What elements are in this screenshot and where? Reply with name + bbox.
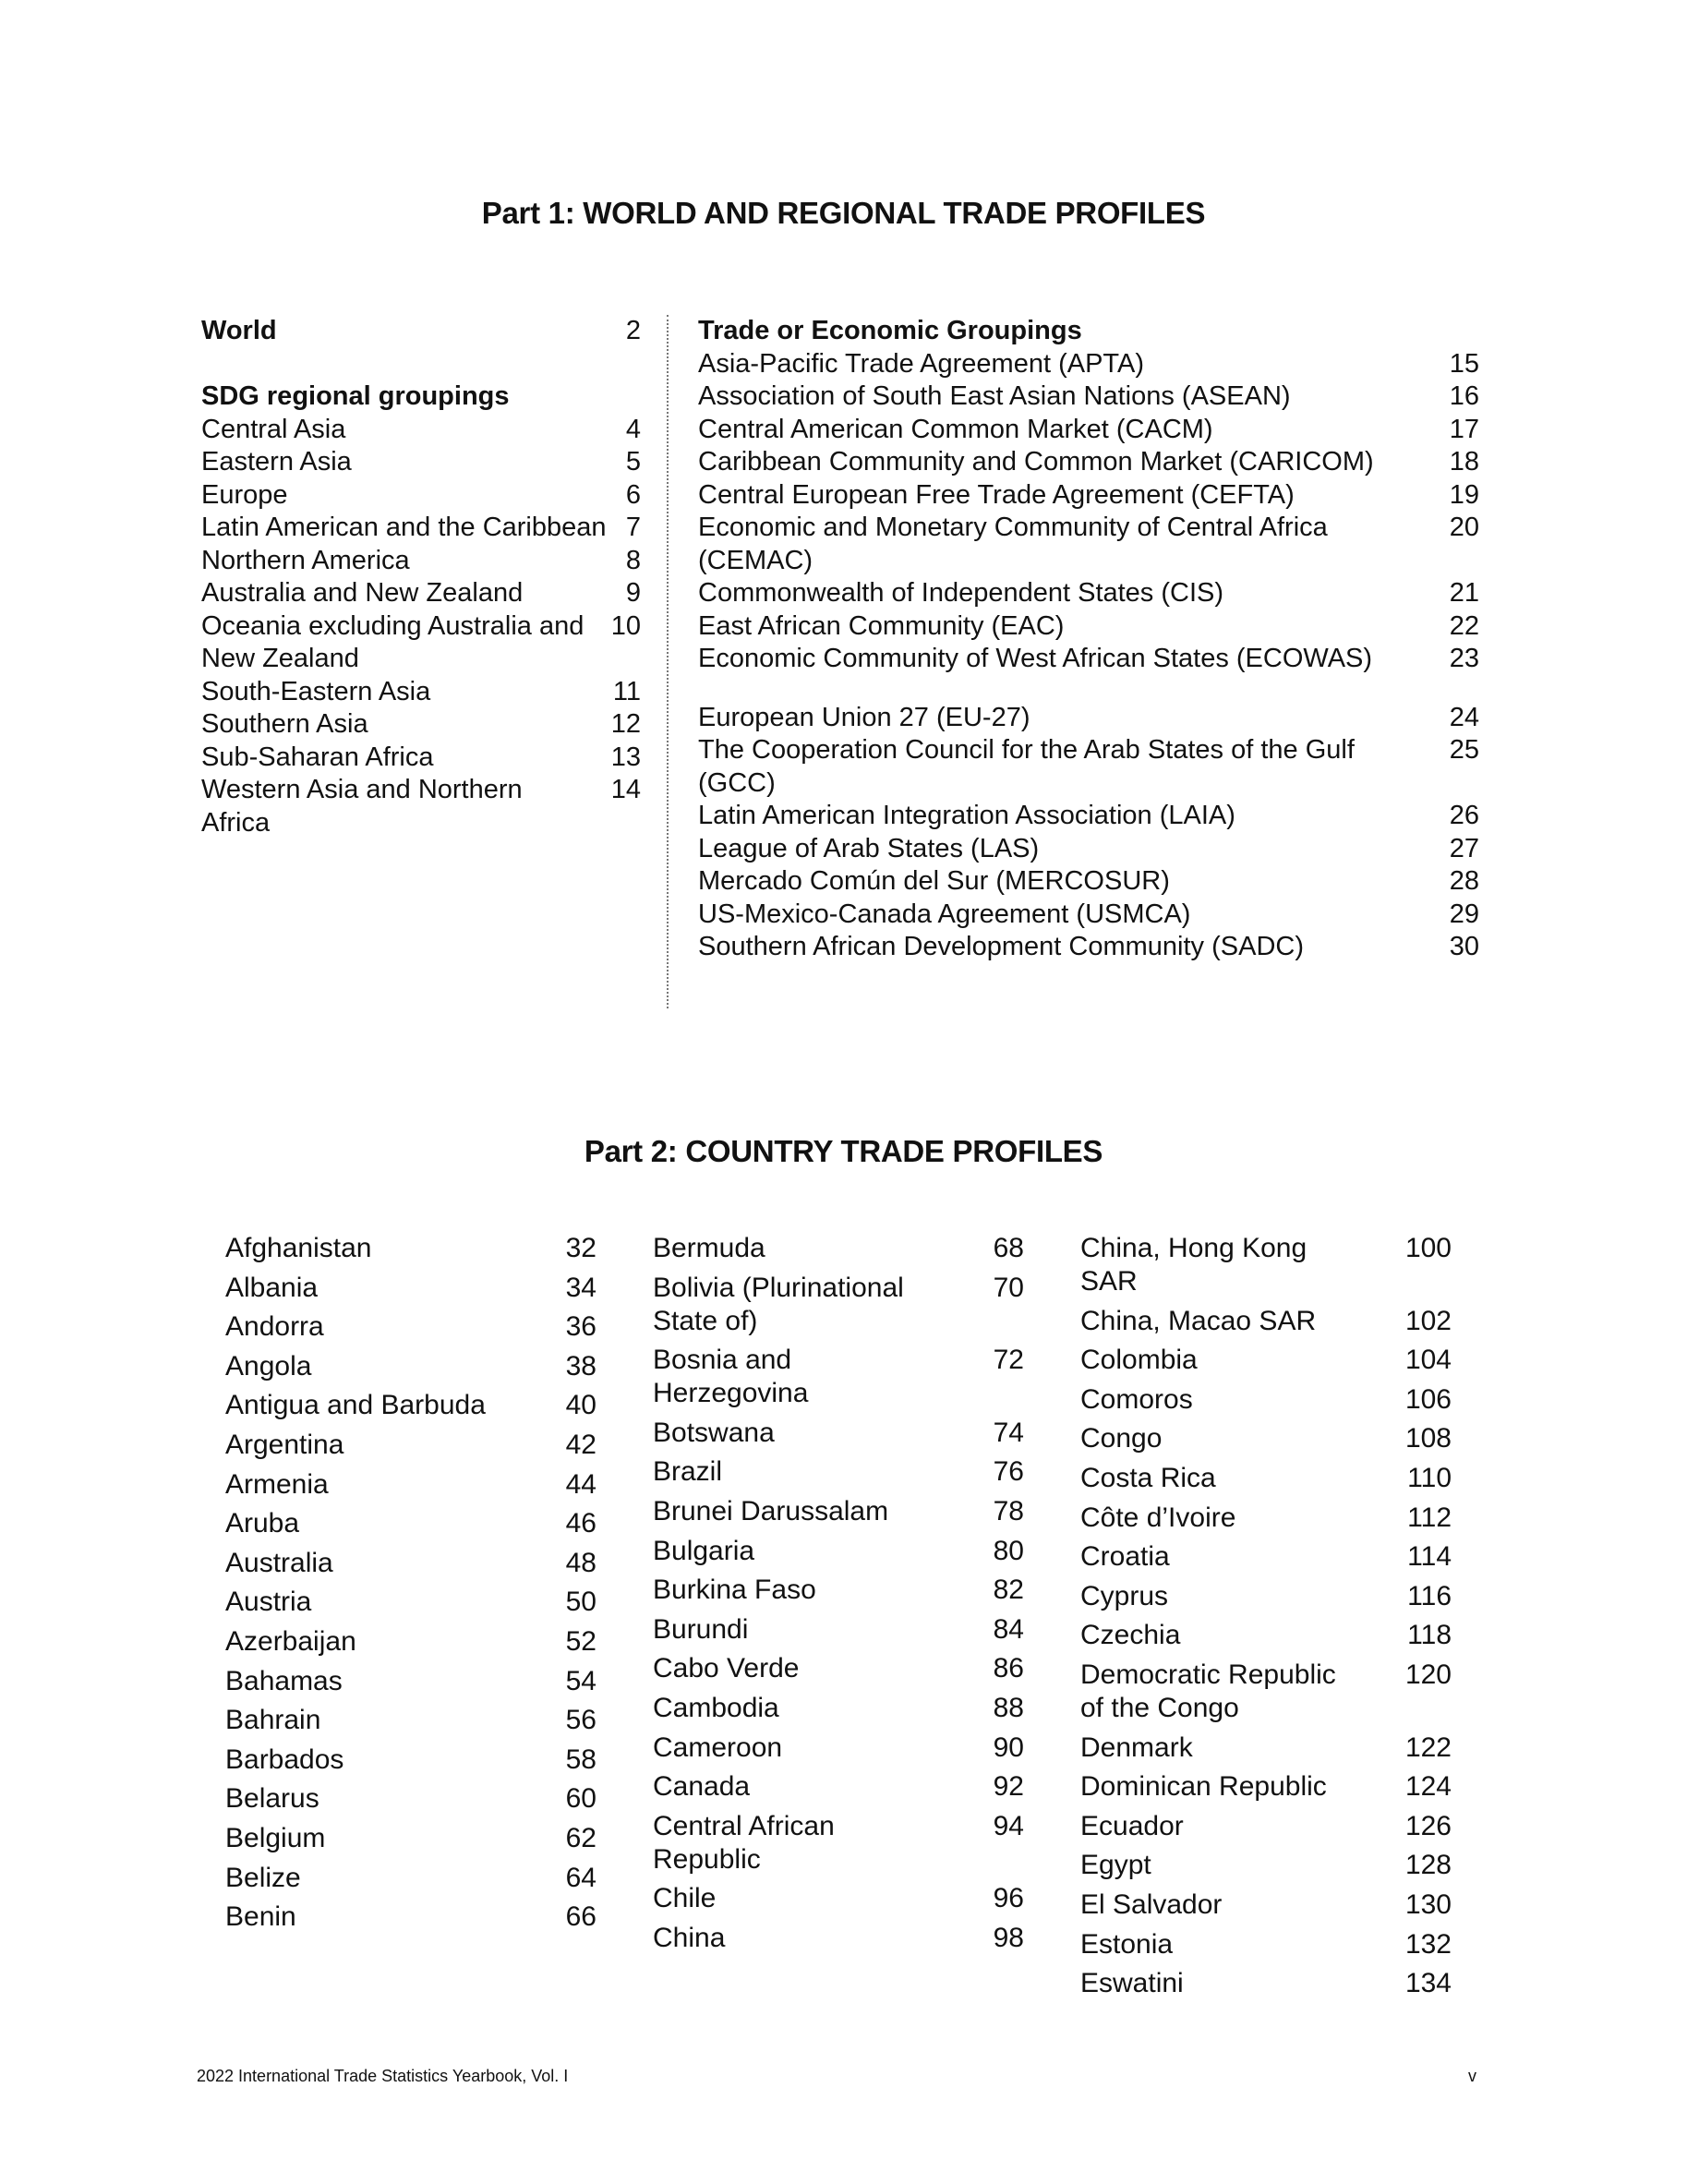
toc-entry-label: Northern America (201, 545, 410, 575)
sdg-groupings-list (201, 414, 641, 840)
country-entry-page: 68 (993, 1233, 1024, 1263)
country-entry[interactable] (653, 1344, 1024, 1410)
toc-entry-page: 26 (1449, 801, 1479, 830)
toc-entry[interactable] (698, 348, 1479, 381)
toc-entry-page: 17 (1449, 414, 1479, 444)
country-entry[interactable] (653, 1613, 1024, 1647)
toc-entry-page: 9 (625, 578, 641, 608)
country-column-1 (225, 1232, 596, 1940)
footer-page-number: v (1468, 2067, 1476, 2085)
country-entry-label: Bosnia and Herzegovina (653, 1345, 809, 1409)
toc-entry-page: 20 (1449, 513, 1479, 542)
toc-entry-label: Sub-Saharan Africa (201, 742, 434, 772)
country-entry[interactable] (225, 1468, 596, 1502)
country-entry[interactable] (1080, 1732, 1452, 1765)
country-entry-page: 134 (1404, 1968, 1452, 1999)
country-entry-label: Costa Rica (1080, 1462, 1216, 1493)
toc-entry-page: 5 (625, 447, 641, 477)
toc-entry[interactable] (201, 774, 641, 839)
country-entry-page: 64 (565, 1862, 596, 1893)
country-entry-page: 66 (565, 1901, 596, 1933)
toc-entry-page: 19 (1449, 479, 1479, 510)
country-entry-page: 120 (1404, 1659, 1452, 1690)
country-entry-label: Aruba (225, 1508, 300, 1539)
country-entry[interactable] (1080, 1502, 1452, 1535)
country-entry-page: 48 (565, 1547, 596, 1578)
toc-entry-label: Central Asia (201, 414, 346, 444)
toc-entry-label: Asia-Pacific Trade Agreement (APTA) (698, 348, 1144, 379)
toc-entry[interactable] (698, 610, 1479, 644)
toc-entry[interactable] (201, 446, 641, 479)
toc-entry-label: Oceania excluding Australia and New Zealand (201, 610, 584, 673)
country-entry-page: 122 (1404, 1732, 1452, 1763)
country-entry-page: 54 (565, 1665, 596, 1696)
country-entry[interactable] (653, 1455, 1024, 1489)
country-entry[interactable] (1080, 1967, 1452, 2000)
toc-entry-label: League of Arab States (LAS) (698, 833, 1040, 863)
toc-entry-page: 14 (610, 775, 641, 804)
country-entry-label: Colombia (1080, 1345, 1198, 1376)
country-entry[interactable] (225, 1310, 596, 1344)
toc-entry-page: 22 (1449, 610, 1479, 641)
country-entry-page: 42 (565, 1429, 596, 1460)
toc-entry-page: 23 (1449, 644, 1479, 673)
country-entry-page: 38 (565, 1350, 596, 1382)
toc-entry[interactable] (201, 676, 641, 709)
country-entry[interactable] (1080, 1462, 1452, 1495)
toc-entry-label: Latin American Integration Association (LAIA) (698, 801, 1235, 830)
toc-entry-label: Mercado Común del Sur (MERCOSUR) (698, 866, 1170, 896)
toc-entry-label: Southern African Development Community (SADC) (698, 932, 1304, 961)
country-entry[interactable] (225, 1822, 596, 1855)
toc-entry[interactable] (201, 545, 641, 578)
country-entry-label: El Salvador (1080, 1888, 1223, 1920)
toc-entry-page: 11 (612, 676, 641, 706)
toc-entry-label: Southern Asia (201, 709, 368, 739)
country-entry[interactable] (1080, 1659, 1452, 1725)
country-entry-label: Estonia (1080, 1928, 1174, 1960)
country-entry-label: Botswana (653, 1417, 775, 1448)
toc-entry-page: 10 (610, 610, 641, 641)
country-entry-label: Benin (225, 1901, 296, 1933)
country-entry-page: 76 (993, 1456, 1024, 1488)
country-entry-label: Austria (225, 1587, 312, 1618)
country-entry-label: Comoros (1080, 1383, 1193, 1415)
toc-entry-label: The Cooperation Council for the Arab States of the Gulf (GCC) (698, 735, 1355, 798)
toc-entry-page: 30 (1449, 932, 1479, 961)
country-entry-label: Brunei Darussalam (653, 1495, 889, 1526)
column-divider (667, 315, 669, 1008)
toc-entry[interactable] (201, 512, 641, 545)
country-entry-page: 130 (1404, 1888, 1452, 1920)
regional-groupings-column (201, 315, 641, 839)
country-entry[interactable] (653, 1417, 1024, 1450)
country-entry[interactable] (653, 1535, 1024, 1568)
toc-entry-world[interactable] (201, 315, 641, 348)
toc-entry[interactable] (698, 512, 1479, 577)
country-entry-page: 118 (1407, 1620, 1452, 1651)
country-entry-page: 78 (993, 1495, 1024, 1526)
toc-entry[interactable] (201, 479, 641, 513)
toc-entry-page: 4 (625, 414, 641, 444)
toc-entry-label: Central European Free Trade Agreement (CEFTA) (698, 479, 1295, 510)
country-entry-page: 72 (993, 1345, 1024, 1376)
country-entry-page: 90 (993, 1732, 1024, 1763)
toc-entry-label: Europe (201, 479, 288, 510)
toc-entry-label: Eastern Asia (201, 447, 352, 477)
toc-entry-page: 2 (625, 316, 641, 345)
country-entry[interactable] (653, 1810, 1024, 1876)
country-entry-page: 62 (565, 1822, 596, 1853)
country-entry[interactable] (1080, 1232, 1452, 1298)
country-entry-page: 32 (565, 1233, 596, 1263)
country-entry-label: Cambodia (653, 1692, 779, 1723)
country-entry-page: 86 (993, 1653, 1024, 1684)
country-entry[interactable] (1080, 1888, 1452, 1922)
country-entry-label: Angola (225, 1350, 312, 1382)
country-entry-page: 108 (1404, 1423, 1452, 1454)
country-entry-page: 56 (565, 1705, 596, 1736)
toc-entry-label: Latin American and the Caribbean (201, 513, 607, 542)
toc-entry[interactable] (698, 702, 1479, 735)
country-entry[interactable] (225, 1900, 596, 1934)
country-entry[interactable] (225, 1350, 596, 1383)
country-entry-page: 46 (565, 1508, 596, 1539)
country-entry-label: Burkina Faso (653, 1575, 816, 1606)
country-entry-page: 44 (565, 1468, 596, 1500)
country-entry-label: Bulgaria (653, 1535, 755, 1566)
country-entry[interactable] (653, 1495, 1024, 1528)
toc-entry-page: 27 (1449, 833, 1479, 863)
footer-publication-title: 2022 International Trade Statistics Yearbook, Vol. I (197, 2067, 569, 2085)
toc-entry-page: 8 (625, 545, 641, 575)
country-entry-page: 100 (1404, 1233, 1452, 1263)
country-entry-label: China, Hong Kong SAR (1080, 1233, 1307, 1297)
country-entry-page: 126 (1404, 1810, 1452, 1841)
country-entry[interactable] (225, 1665, 596, 1698)
country-entry-page: 40 (565, 1390, 596, 1421)
trade-groupings-list-continued (698, 702, 1479, 964)
toc-entry-label: Australia and New Zealand (201, 578, 524, 608)
trade-groupings-list (698, 348, 1479, 676)
country-entry-label: Burundi (653, 1613, 749, 1645)
country-entry-label: Croatia (1080, 1541, 1170, 1573)
country-entry-label: Denmark (1080, 1732, 1193, 1763)
country-entry-label: China (653, 1922, 726, 1953)
country-entry[interactable] (225, 1744, 596, 1777)
country-entry-page: 74 (993, 1417, 1024, 1448)
country-entry[interactable] (1080, 1305, 1452, 1338)
country-entry[interactable] (225, 1547, 596, 1580)
country-entry[interactable] (653, 1770, 1024, 1804)
country-entry[interactable] (653, 1574, 1024, 1607)
toc-entry-label: Central American Common Market (CACM) (698, 414, 1213, 444)
country-entry-label: Eswatini (1080, 1968, 1184, 1999)
country-entry-page: 128 (1404, 1850, 1452, 1881)
country-entry-label: Barbados (225, 1744, 344, 1775)
country-entry[interactable] (653, 1692, 1024, 1725)
country-entry-page: 96 (993, 1883, 1024, 1914)
toc-entry-page: 15 (1449, 348, 1479, 379)
country-entry[interactable] (1080, 1928, 1452, 1961)
toc-entry-page: 24 (1449, 702, 1479, 732)
country-entry[interactable] (225, 1704, 596, 1737)
part1-title: Part 1: WORLD AND REGIONAL TRADE PROFILES (481, 196, 1206, 230)
toc-entry[interactable] (698, 446, 1479, 479)
country-entry-page: 132 (1404, 1928, 1452, 1960)
country-entry-label: Côte d’Ivoire (1080, 1502, 1236, 1533)
country-entry-label: Bahrain (225, 1705, 321, 1736)
country-entry-page: 84 (993, 1613, 1024, 1645)
country-entry[interactable] (653, 1882, 1024, 1915)
country-entry[interactable] (653, 1232, 1024, 1265)
toc-entry[interactable] (201, 414, 641, 447)
country-entry-label: Ecuador (1080, 1810, 1184, 1841)
country-entry-label: Czechia (1080, 1620, 1181, 1651)
trade-groupings-column (698, 315, 1479, 964)
toc-entry[interactable] (201, 708, 641, 742)
country-entry-page: 36 (565, 1311, 596, 1343)
toc-entry-page: 18 (1449, 447, 1479, 477)
country-entry-page: 52 (565, 1625, 596, 1657)
toc-entry-page: 29 (1449, 899, 1479, 929)
country-entry-label: Albania (225, 1272, 319, 1303)
country-entry-page: 102 (1404, 1305, 1452, 1336)
country-entry[interactable] (653, 1652, 1024, 1685)
country-entry-label: Belarus (225, 1783, 319, 1815)
toc-entry[interactable] (201, 577, 641, 610)
sdg-groupings-heading: SDG regional groupings (201, 381, 510, 411)
toc-entry[interactable] (698, 414, 1479, 447)
country-entry-page: 60 (565, 1783, 596, 1815)
country-entry[interactable] (1080, 1619, 1452, 1652)
country-entry-label: China, Macao SAR (1080, 1305, 1317, 1336)
toc-entry-page: 25 (1449, 735, 1479, 765)
country-entry-page: 58 (565, 1744, 596, 1775)
country-entry[interactable] (1080, 1770, 1452, 1804)
toc-entry-label: European Union 27 (EU-27) (698, 702, 1030, 732)
toc-entry-page: 28 (1449, 866, 1479, 896)
toc-entry[interactable] (698, 577, 1479, 610)
country-entry-page: 50 (565, 1587, 596, 1618)
country-entry-label: Antigua and Barbuda (225, 1390, 486, 1421)
country-entry[interactable] (1080, 1540, 1452, 1574)
toc-entry-label: South-Eastern Asia (201, 676, 431, 706)
toc-entry[interactable] (698, 899, 1479, 932)
toc-entry-label: Association of South East Asian Nations (ASEAN) (698, 381, 1291, 411)
country-entry[interactable] (1080, 1344, 1452, 1377)
country-entry-label: Central African Republic (653, 1810, 835, 1875)
country-entry-page: 82 (993, 1575, 1024, 1606)
country-entry-label: Congo (1080, 1423, 1163, 1454)
toc-entry[interactable] (698, 800, 1479, 833)
toc-entry-page: 13 (610, 742, 641, 772)
country-entry-label: Bahamas (225, 1665, 343, 1696)
toc-entry-label: Commonwealth of Independent States (CIS) (698, 578, 1224, 608)
country-entry[interactable] (653, 1732, 1024, 1765)
country-entry-page: 70 (993, 1272, 1024, 1303)
toc-entry-label: US-Mexico-Canada Agreement (USMCA) (698, 899, 1191, 929)
country-column-2 (653, 1232, 1024, 1961)
country-entry-label: Afghanistan (225, 1233, 372, 1263)
toc-entry-label: Western Asia and Northern Africa (201, 775, 523, 838)
toc-entry-page: 7 (625, 513, 641, 542)
country-entry-label: Australia (225, 1547, 333, 1578)
country-entry-label: Chile (653, 1883, 717, 1914)
country-entry-label: Armenia (225, 1468, 329, 1500)
country-entry-label: Andorra (225, 1311, 324, 1343)
toc-entry[interactable] (201, 742, 641, 775)
toc-entry[interactable] (698, 734, 1479, 800)
country-entry[interactable] (225, 1625, 596, 1659)
toc-entry[interactable] (698, 865, 1479, 899)
part2-title: Part 2: COUNTRY TRADE PROFILES (584, 1134, 1103, 1168)
country-entry-label: Belize (225, 1862, 301, 1893)
country-entry-label: Azerbaijan (225, 1625, 356, 1657)
country-entry[interactable] (225, 1586, 596, 1619)
country-entry[interactable] (225, 1507, 596, 1540)
toc-entry-label: East African Community (EAC) (698, 610, 1065, 641)
country-entry[interactable] (1080, 1422, 1452, 1455)
country-entry-page: 98 (993, 1922, 1024, 1953)
country-entry-label: Cameroon (653, 1732, 783, 1763)
toc-entry-label: Caribbean Community and Common Market (CARICOM) (698, 447, 1374, 477)
toc-entry[interactable] (201, 610, 641, 676)
country-entry[interactable] (1080, 1580, 1452, 1613)
country-entry-page: 114 (1407, 1541, 1452, 1573)
country-entry-page: 94 (993, 1810, 1024, 1841)
country-entry-page: 124 (1404, 1771, 1452, 1803)
country-entry[interactable] (1080, 1383, 1452, 1417)
country-entry-label: Cyprus (1080, 1580, 1169, 1611)
country-entry-label: Cabo Verde (653, 1653, 800, 1684)
toc-entry-label: Economic Community of West African States (ECOWAS) (698, 644, 1373, 673)
country-entry-page: 112 (1407, 1502, 1452, 1533)
country-column-3 (1080, 1232, 1452, 2007)
toc-entry-page: 6 (625, 479, 641, 510)
toc-entry-label: Economic and Monetary Community of Central Africa (CEMAC) (698, 513, 1328, 575)
country-entry-label: Egypt (1080, 1850, 1151, 1881)
toc-entry[interactable] (698, 380, 1479, 414)
country-entry[interactable] (225, 1429, 596, 1462)
country-entry-label: Argentina (225, 1429, 344, 1460)
country-entry[interactable] (225, 1232, 596, 1265)
country-entry[interactable] (225, 1862, 596, 1895)
toc-entry-page: 21 (1449, 578, 1479, 608)
toc-entry[interactable] (698, 833, 1479, 866)
country-entry[interactable] (225, 1272, 596, 1305)
country-entry-page: 88 (993, 1692, 1024, 1723)
toc-entry-page: 16 (1449, 381, 1479, 411)
country-entry-page: 92 (993, 1771, 1024, 1803)
country-entry-label: Bermuda (653, 1233, 765, 1263)
country-entry[interactable] (225, 1782, 596, 1816)
toc-entry-page: 12 (610, 709, 641, 739)
country-entry-page: 116 (1407, 1580, 1452, 1611)
country-entry[interactable] (653, 1922, 1024, 1955)
toc-entry[interactable] (698, 643, 1479, 676)
country-entry[interactable] (1080, 1810, 1452, 1843)
country-entry-label: Bolivia (Plurinational State of) (653, 1272, 904, 1336)
country-entry[interactable] (1080, 1849, 1452, 1882)
country-entry-label: Dominican Republic (1080, 1771, 1327, 1803)
country-entry-label: Democratic Republic of the Congo (1080, 1659, 1336, 1723)
toc-entry[interactable] (698, 479, 1479, 513)
country-entry-label: Canada (653, 1771, 751, 1803)
country-entry[interactable] (225, 1389, 596, 1422)
toc-entry[interactable] (698, 931, 1479, 964)
country-entry-label: Belgium (225, 1822, 326, 1853)
country-entry[interactable] (653, 1272, 1024, 1338)
country-entry-label: Brazil (653, 1456, 723, 1488)
country-entry-page: 110 (1407, 1462, 1452, 1493)
country-entry-page: 34 (565, 1272, 596, 1303)
trade-groupings-heading: Trade or Economic Groupings (698, 316, 1082, 345)
country-entry-page: 106 (1404, 1383, 1452, 1415)
country-entry-page: 80 (993, 1535, 1024, 1566)
country-entry-page: 104 (1404, 1345, 1452, 1376)
toc-entry-label: World (201, 316, 277, 345)
